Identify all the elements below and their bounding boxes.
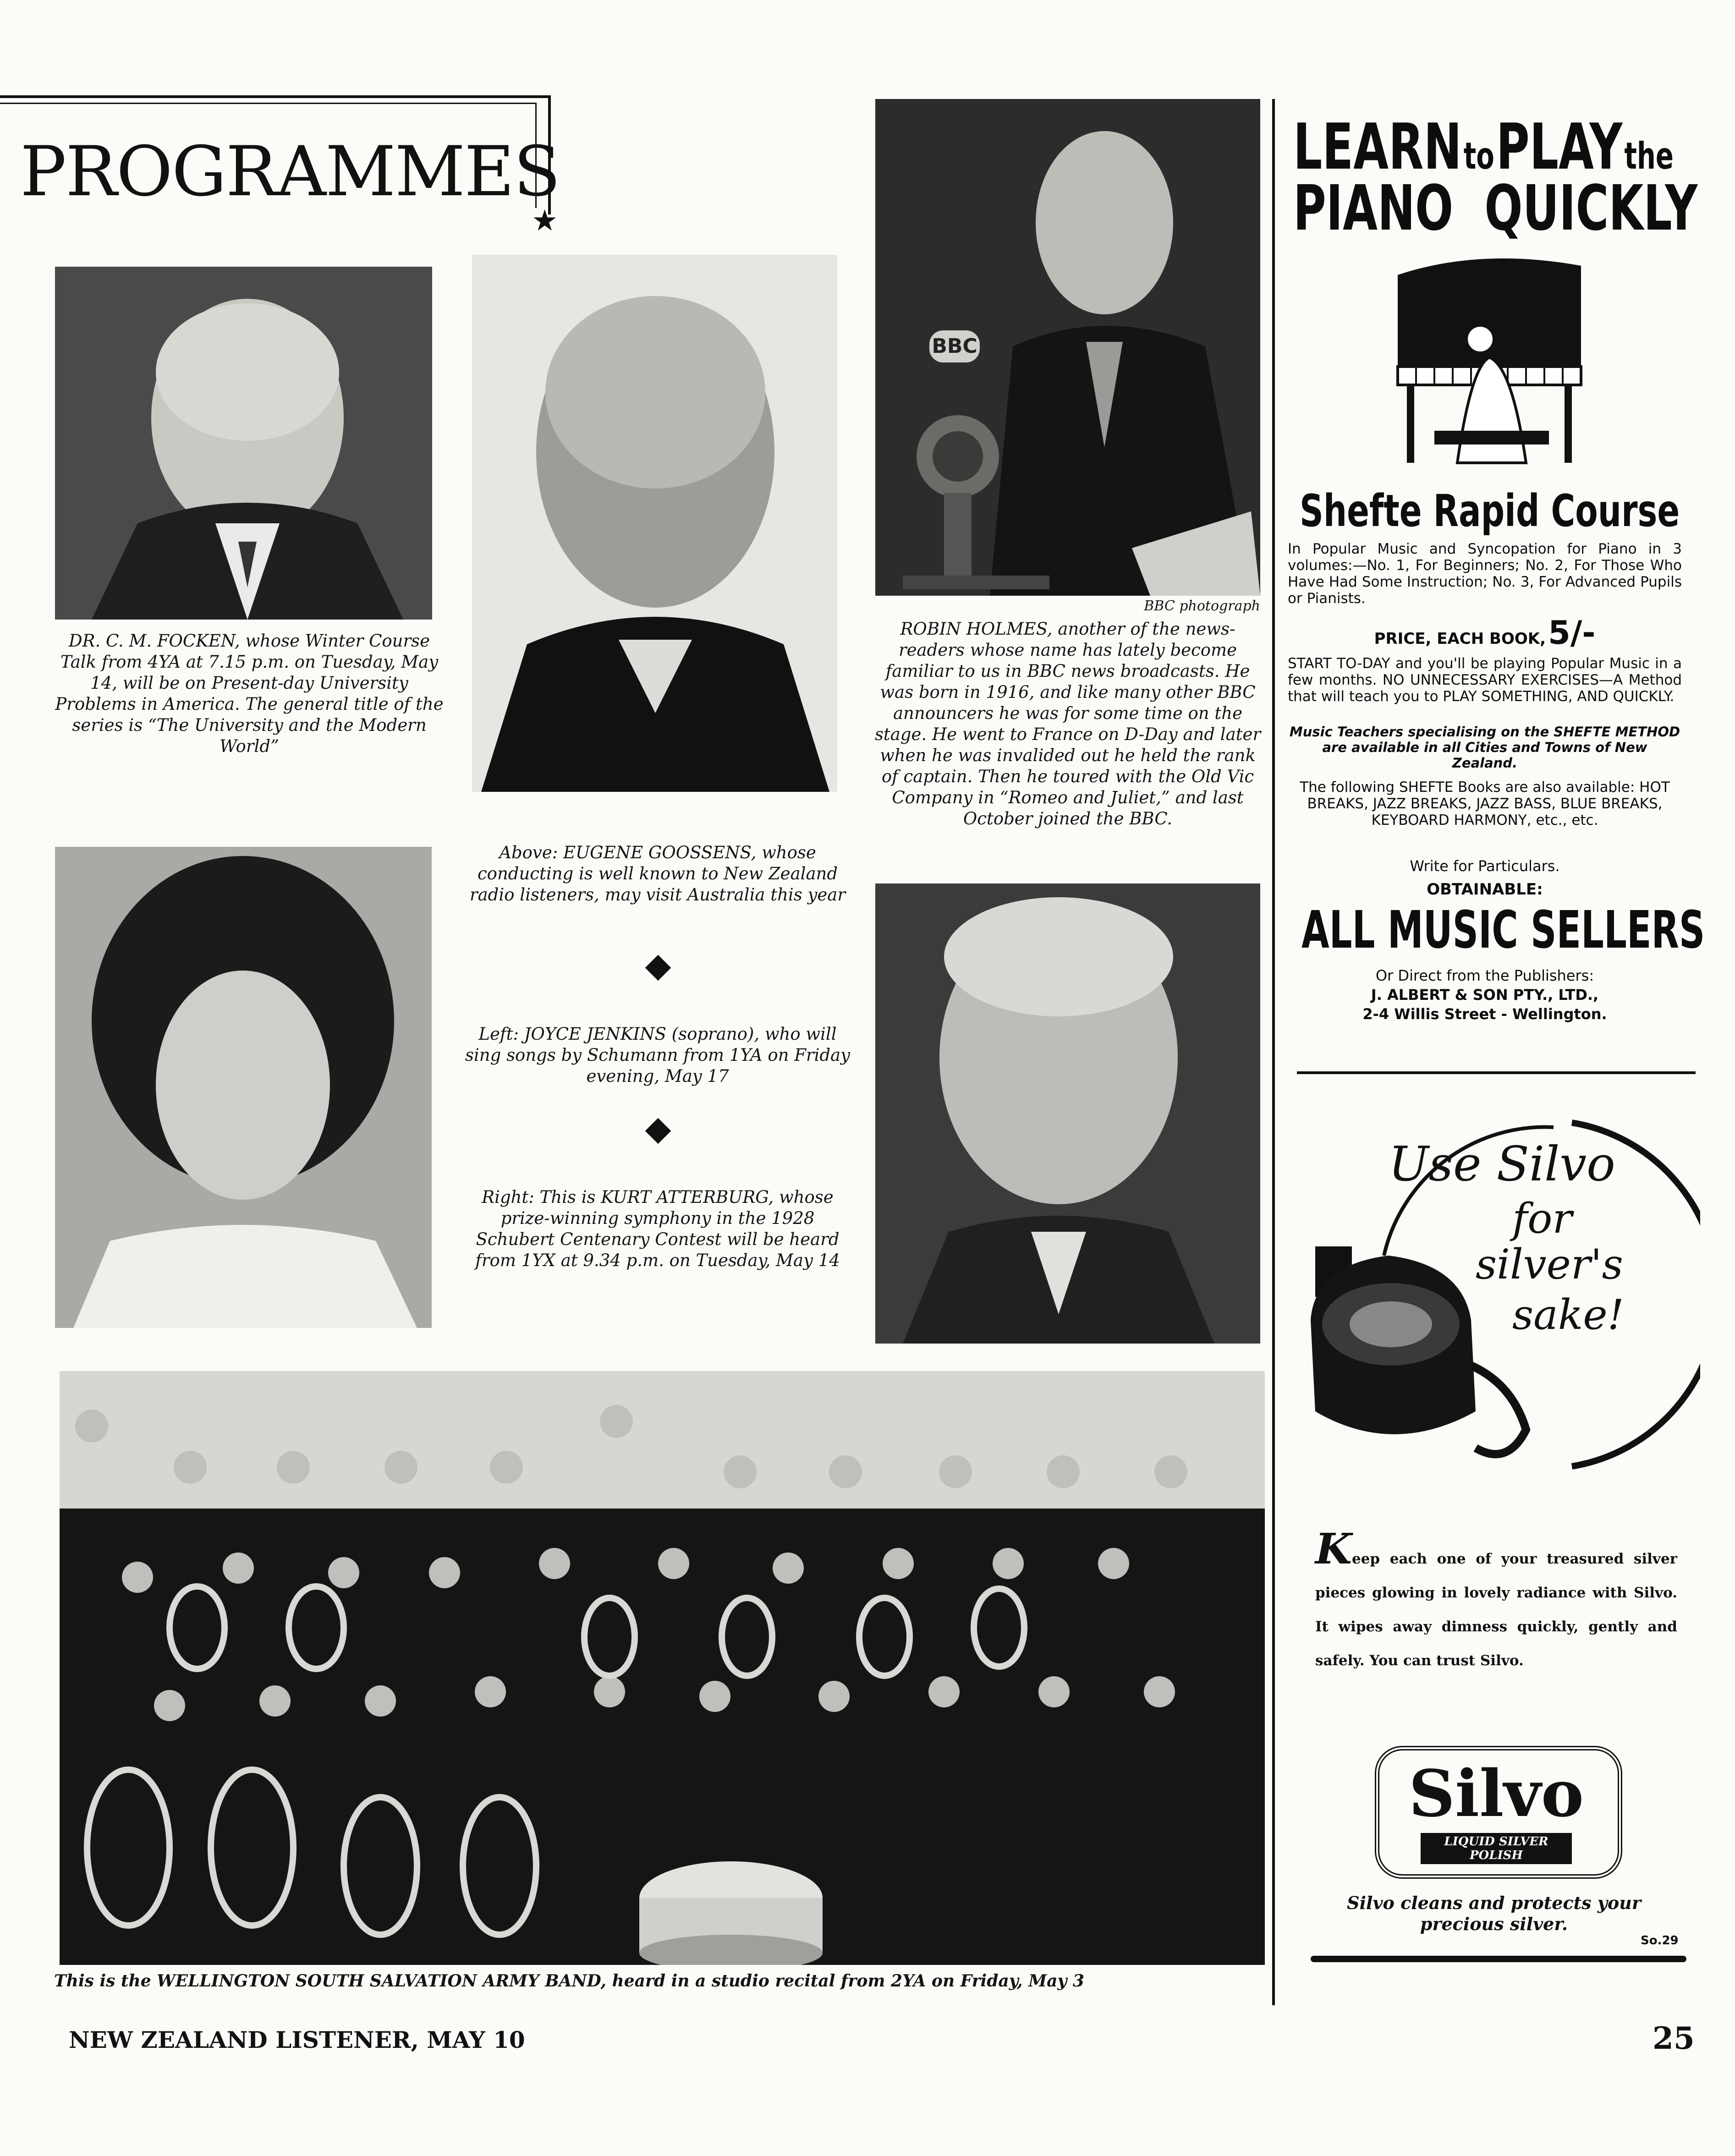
piano-ad-write: Write for Particulars. [1410, 857, 1560, 875]
silvo-slogan-1: Use Silvo [1389, 1136, 1615, 1192]
silvo-slogan-3: silver's [1476, 1240, 1623, 1289]
silvo-ornament-rule [1311, 1956, 1686, 1962]
microphone-label: BBC [929, 330, 980, 362]
piano-ad-teachers: Music Teachers specialising on the SHEFTE METHOD are available in all Cities and Towns of New Zealand. [1289, 724, 1680, 771]
bbc-photo-credit: BBC photograph [1144, 598, 1260, 614]
piano-ad-course-title: Shefte Rapid Course [1300, 485, 1680, 537]
ad-divider [1297, 1071, 1696, 1074]
page-title: PROGRAMMES [20, 132, 560, 212]
piano-ad-publisher: J. ALBERT & SON PTY., LTD., [1371, 986, 1599, 1004]
silvo-slogan-2: for [1512, 1195, 1572, 1243]
atterburg-caption: Right: This is KURT ATTERBURG, whose prize-winning symphony in the 1928 Schubert Centenary Contest will be heard from 1YX at 9.34 p.m. on Tuesday, May 14 [475, 1187, 840, 1270]
piano-ad-obtainable: OBTAINABLE: [1427, 880, 1543, 899]
header-rule-inner [0, 103, 535, 104]
price-label: PRICE, EACH BOOK, [1374, 630, 1546, 648]
price-value: 5/- [1548, 614, 1596, 652]
piano-ad-intro: In Popular Music and Syncopation for Piano in 3 volumes:—No. 1, For Beginners; No. 2, For Those Who Have Had Some Instruction; No. 3, For Advanced Pupils or Pianists. [1288, 541, 1682, 607]
jenkins-photo [55, 847, 432, 1328]
silvo-body [1315, 1524, 1677, 1678]
the-word: the [1624, 135, 1674, 177]
band-photo [60, 1371, 1265, 1965]
jenkins-caption: Left: JOYCE JENKINS (soprano), who will sing songs by Schumann from 1YA on Friday evening, May 17 [465, 1024, 851, 1086]
play-word: PLAY [1496, 110, 1623, 184]
page-number: 25 [1653, 2020, 1695, 2056]
piano-ad [1283, 105, 1705, 1049]
column-rule [1272, 99, 1275, 2005]
silvo-tagline: Silvo cleans and protects your precious silver. [1347, 1893, 1641, 1934]
silvo-body-text: eep each one of your treasured silver pieces glowing in lovely radiance with Silvo. It wipes away dimness quickly, gently and safely. You can trust Silvo. [1315, 1551, 1677, 1669]
band-caption: This is the WELLINGTON SOUTH SALVATION ARMY BAND, heard in a studio recital from 2YA on Friday, May 3 [54, 1971, 1084, 1991]
piano-ad-start: START TO-DAY and you'll be playing Popular Music in a few months. NO UNNECESSARY EXERCISES—A Method that will teach you to PLAY SOMETHING, AND QUICKLY. [1288, 655, 1682, 705]
footer-publication: NEW ZEALAND LISTENER, MAY 10 [69, 2026, 525, 2053]
piano-ad-direct: Or Direct from the Publishers: [1375, 967, 1594, 984]
to-word: to [1463, 135, 1494, 177]
silvo-logo-sub: LIQUID SILVER POLISH [1421, 1833, 1572, 1864]
piano-ad-price [1283, 614, 1686, 652]
silvo-code: So.29 [1641, 1934, 1679, 1948]
piano-ad-books: The following SHEFTE Books are also available: HOT BREAKS, JAZZ BREAKS, JAZZ BASS, BLUE BREAKS, KEYBOARD HARMONY, etc., etc. [1300, 779, 1670, 828]
star-icon: ★ [532, 204, 558, 238]
atterburg-photo [875, 883, 1260, 1344]
piano-ad-address: 2-4 Willis Street - Wellington. [1362, 1005, 1607, 1023]
header-rule [0, 95, 550, 98]
holmes-photo [875, 99, 1260, 596]
diamond-ornament-1 [645, 955, 671, 981]
silvo-ad [1283, 1081, 1705, 1998]
diamond-ornament-2 [645, 1118, 671, 1144]
silvo-initial: K [1315, 1524, 1352, 1574]
piano-ad-headline-2: PIANO QUICKLY [1293, 172, 1698, 245]
goossens-photo [472, 255, 837, 792]
piano-illustration [1379, 247, 1599, 467]
piano-ad-sellers: ALL MUSIC SELLERS [1301, 900, 1705, 960]
focken-photo [55, 267, 432, 620]
focken-caption: DR. C. M. FOCKEN, whose Winter Course Talk from 4YA at 7.15 p.m. on Tuesday, May 14, will be on Present-day University Problems in America. The general title of the series is “The University and the Modern World” [55, 631, 444, 756]
goossens-caption: Above: EUGENE GOOSSENS, whose conducting is well known to New Zealand radio listeners, may visit Australia this year [469, 843, 846, 905]
learn-word: LEARN [1293, 110, 1462, 184]
silvo-logo: Silvo [1408, 1756, 1584, 1832]
holmes-caption: ROBIN HOLMES, another of the news-readers whose name has lately become familiar to us in BBC news broadcasts. He was born in 1916, and like many other BBC announcers he was for some time on the stage. He went to France on D-Day and later when he was invalided out he held the rank of captain. Then he toured with the Old Vic Company in “Romeo and Juliet,” and last October joined the BBC. [874, 619, 1261, 828]
silvo-slogan-4: sake! [1512, 1291, 1624, 1339]
